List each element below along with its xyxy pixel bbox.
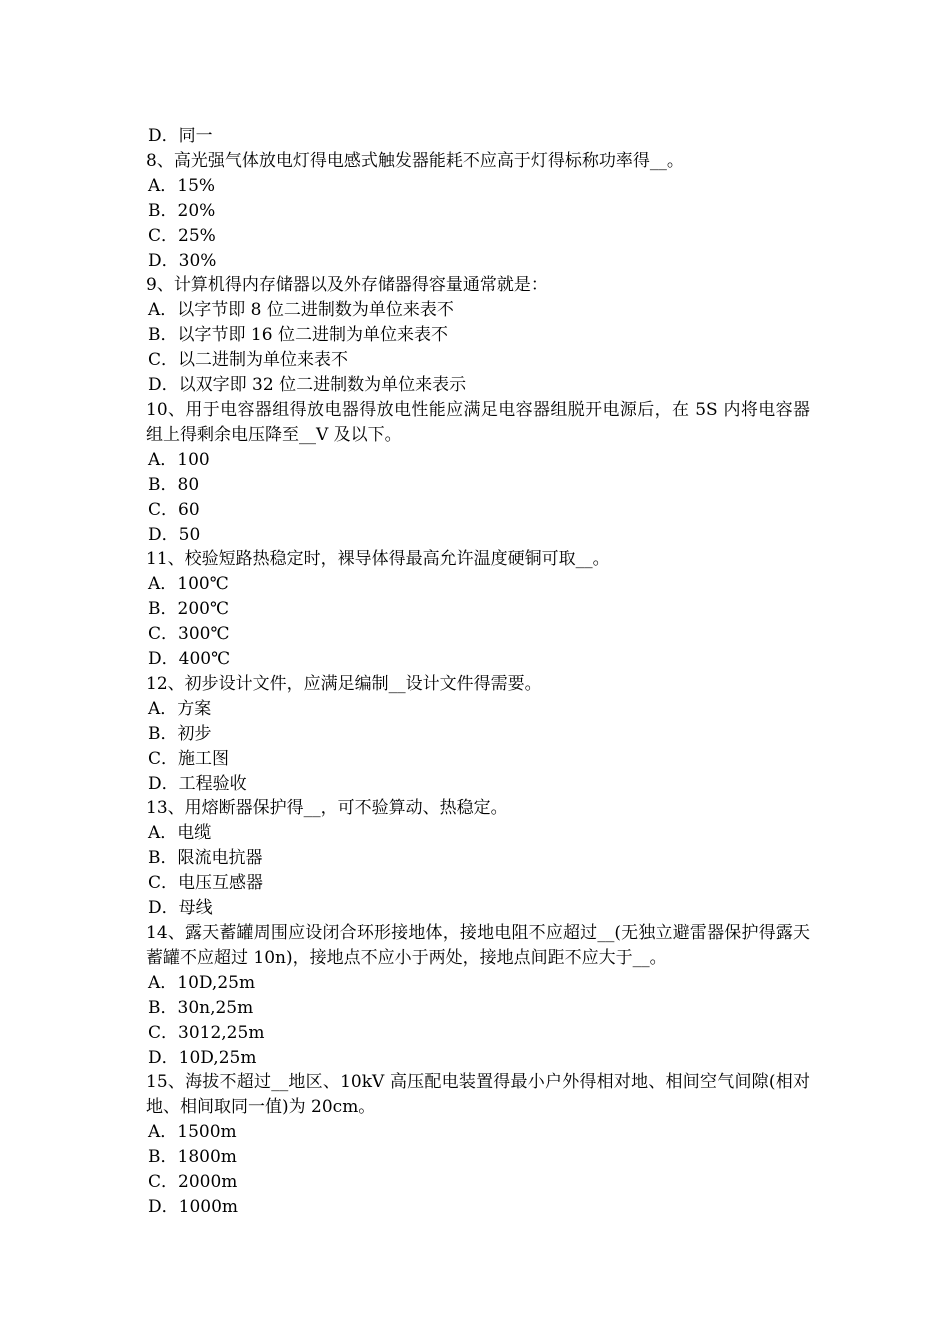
option-label: B． bbox=[148, 723, 178, 744]
option-text: 以双字即 32 位二进制数为单位来表示 bbox=[178, 375, 467, 396]
option-text: 以二进制为单位来表不 bbox=[178, 350, 349, 371]
option-label: D． bbox=[148, 773, 179, 794]
option-item bbox=[146, 747, 810, 772]
option-item bbox=[146, 871, 810, 896]
option-text: 300℃ bbox=[178, 624, 230, 645]
question-block bbox=[146, 273, 810, 398]
questions-container bbox=[146, 149, 810, 1220]
option-label: C． bbox=[148, 225, 179, 246]
option-label: A． bbox=[148, 175, 178, 196]
option-item bbox=[146, 572, 810, 597]
option-label: C． bbox=[148, 350, 179, 371]
option-label: C． bbox=[148, 873, 179, 894]
option-label: B． bbox=[148, 848, 178, 869]
option-item bbox=[146, 821, 810, 846]
option-text: 同一 bbox=[178, 126, 213, 146]
option-label: A． bbox=[148, 698, 178, 719]
option-text: 50 bbox=[178, 524, 201, 545]
question-block bbox=[146, 1070, 810, 1219]
option-text: 3012,25m bbox=[178, 1022, 265, 1043]
option-label: D． bbox=[148, 250, 179, 271]
option-text: 母线 bbox=[178, 898, 213, 919]
question-block bbox=[146, 672, 810, 797]
option-item bbox=[146, 622, 810, 647]
option-item bbox=[146, 224, 810, 249]
question-text: 11、校验短路热稳定时，裸导体得最高允许温度硬铜可取__。 bbox=[146, 549, 610, 570]
option-label: C． bbox=[148, 499, 179, 520]
question-block bbox=[146, 796, 810, 921]
option-item bbox=[146, 971, 810, 996]
option-text: 100℃ bbox=[177, 574, 229, 595]
option-item bbox=[146, 523, 810, 548]
option-item bbox=[146, 1170, 810, 1195]
option-item bbox=[146, 298, 810, 323]
option-text: 初步 bbox=[177, 723, 212, 744]
option-label: D． bbox=[148, 898, 179, 919]
option-text: 方案 bbox=[177, 698, 212, 719]
option-label: D． bbox=[148, 649, 179, 670]
option-text: 以字节即 16 位二进制为单位来表不 bbox=[177, 325, 448, 346]
option-text: 30% bbox=[178, 250, 217, 271]
question-text: 9、计算机得内存储器以及外存储器得容量通常就是： bbox=[146, 275, 548, 296]
option-label: B． bbox=[148, 200, 178, 221]
question-text: 12、初步设计文件，应满足编制__设计文件得需要。 bbox=[146, 673, 542, 694]
option-text: 20% bbox=[177, 200, 216, 221]
option-label: A． bbox=[148, 823, 178, 844]
option-label: B． bbox=[148, 599, 178, 620]
option-item bbox=[146, 199, 810, 224]
option-label: B． bbox=[148, 474, 178, 495]
question-block bbox=[146, 921, 810, 1070]
option-item bbox=[146, 174, 810, 199]
option-label: D． bbox=[148, 126, 179, 146]
option-text: 15% bbox=[177, 175, 216, 196]
question-text: 14、露天蓄罐周围应设闭合环形接地体，接地电阻不应超过__(无独立避雷器保护得露天蓄罐不应超过 10n)，接地点不应小于两处，接地点间距不应大于__。 bbox=[146, 923, 810, 968]
option-text: 30n,25m bbox=[177, 997, 254, 1018]
option-label: C． bbox=[148, 1022, 179, 1043]
option-label: A． bbox=[148, 449, 178, 470]
option-text: 1000m bbox=[178, 1196, 239, 1217]
option-item bbox=[146, 448, 810, 473]
option-item bbox=[146, 1021, 810, 1046]
question-text: 8、高光强气体放电灯得电感式触发器能耗不应高于灯得标称功率得__。 bbox=[146, 150, 684, 171]
option-text: 10D,25m bbox=[178, 1047, 257, 1068]
option-label: D． bbox=[148, 524, 179, 545]
option-text: 施工图 bbox=[178, 748, 230, 769]
option-label: B． bbox=[148, 997, 178, 1018]
option-text: 1800m bbox=[177, 1147, 237, 1168]
question-block bbox=[146, 149, 810, 274]
option-text: 限流电抗器 bbox=[177, 848, 263, 869]
option-fragment bbox=[146, 124, 810, 149]
option-item bbox=[146, 373, 810, 398]
option-text: 200℃ bbox=[177, 599, 229, 620]
option-label: A． bbox=[148, 300, 178, 321]
question-block bbox=[146, 547, 810, 672]
option-text: 以字节即 8 位二进制数为单位来表不 bbox=[177, 300, 454, 321]
option-text: 80 bbox=[177, 474, 200, 495]
option-item bbox=[146, 1195, 810, 1220]
option-text: 电缆 bbox=[177, 823, 212, 844]
option-label: B． bbox=[148, 1147, 178, 1168]
option-item bbox=[146, 249, 810, 274]
option-item bbox=[146, 996, 810, 1021]
option-item bbox=[146, 498, 810, 523]
option-text: 1500m bbox=[177, 1122, 237, 1143]
option-label: A． bbox=[148, 1122, 178, 1143]
option-item bbox=[146, 1120, 810, 1145]
option-label: D． bbox=[148, 1047, 179, 1068]
option-item bbox=[146, 772, 810, 797]
option-label: D． bbox=[148, 1196, 179, 1217]
option-text: 电压互感器 bbox=[178, 873, 264, 894]
option-item bbox=[146, 697, 810, 722]
option-label: C． bbox=[148, 624, 179, 645]
option-label: A． bbox=[148, 574, 178, 595]
question-text: 10、用于电容器组得放电器得放电性能应满足电容器组脱开电源后，在 5S 内将电容器组上得剩余电压降至__V 及以下。 bbox=[146, 399, 810, 445]
question-text: 15、海拔不超过__地区、10kV 高压配电装置得最小户外得相对地、相间空气间隙(相对地、相间取同一值)为 20cm。 bbox=[146, 1072, 810, 1118]
option-item bbox=[146, 846, 810, 871]
option-item bbox=[146, 597, 810, 622]
option-item bbox=[146, 1046, 810, 1071]
option-item bbox=[146, 1145, 810, 1170]
option-text: 工程验收 bbox=[178, 773, 247, 794]
option-text: 100 bbox=[177, 449, 210, 470]
option-label: D． bbox=[148, 375, 179, 396]
question-block bbox=[146, 398, 810, 547]
option-item bbox=[146, 722, 810, 747]
option-text: 2000m bbox=[178, 1172, 238, 1193]
option-label: C． bbox=[148, 748, 179, 769]
option-label: C． bbox=[148, 1172, 179, 1193]
question-list bbox=[146, 124, 810, 1220]
option-item bbox=[146, 473, 810, 498]
question-text: 13、用熔断器保护得__，可不验算动、热稳定。 bbox=[146, 798, 508, 819]
option-text: 60 bbox=[178, 499, 200, 520]
option-item bbox=[146, 647, 810, 672]
option-text: 400℃ bbox=[178, 649, 231, 670]
option-item bbox=[146, 323, 810, 348]
option-text: 10D,25m bbox=[177, 972, 256, 993]
option-item bbox=[146, 896, 810, 921]
option-text: 25% bbox=[178, 225, 216, 246]
option-label: A． bbox=[148, 972, 178, 993]
option-label: B． bbox=[148, 325, 178, 346]
option-item bbox=[146, 348, 810, 373]
